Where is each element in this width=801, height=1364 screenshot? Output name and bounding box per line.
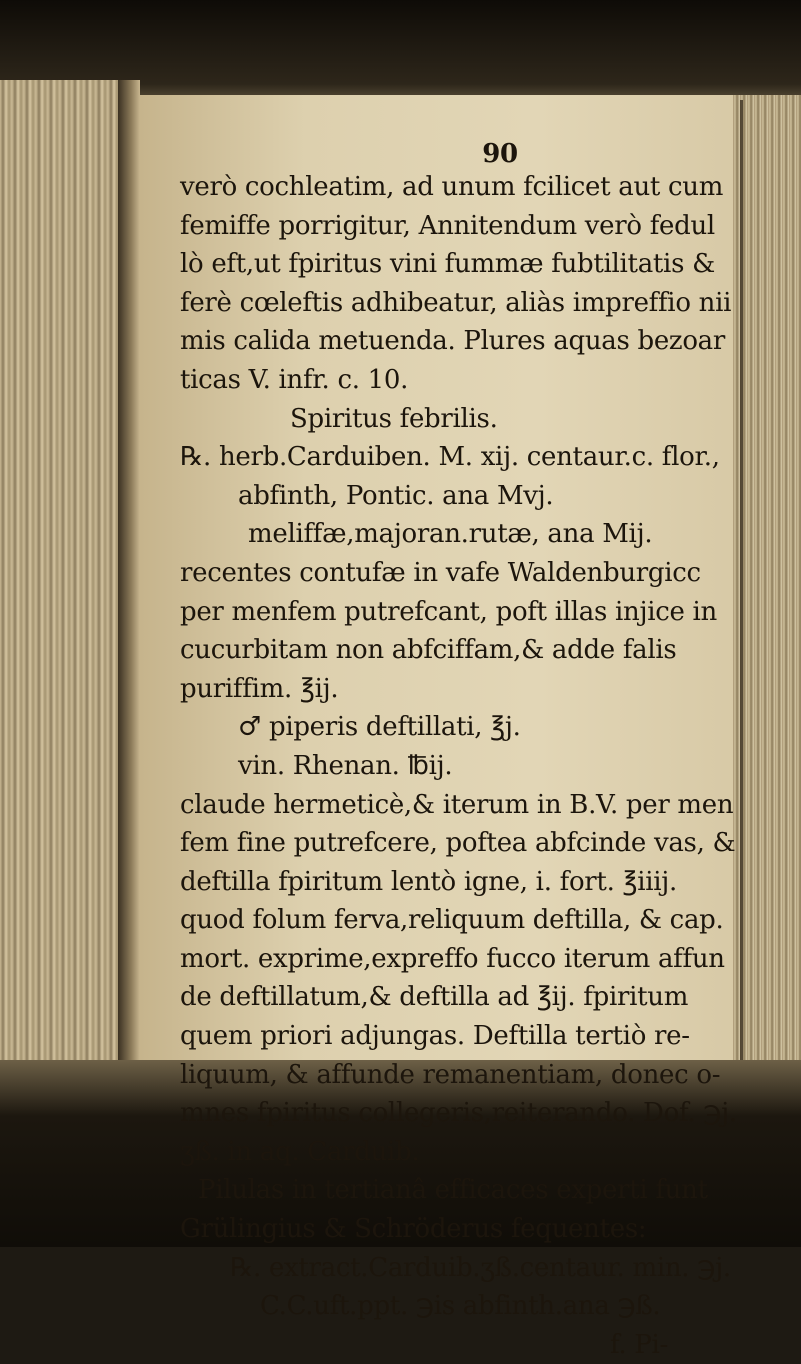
text-line: mnes fpiritus collegeris,reiterando. Dof. ℈j. (180, 1098, 737, 1129)
text-line: fem fine putrefcere, poftea abfcinde vas, & (180, 828, 736, 859)
text-line: ticas V. infr. c. 10. (180, 364, 409, 395)
recipe-line: abfinth, Pontic. ana Mvj. (238, 480, 554, 511)
text-line: ferè cœleftis adhibeatur, aliàs impreffio nii (180, 287, 732, 318)
text-line: lò eft,ut fpiritus vini fummæ fubtilitatis & (180, 249, 715, 280)
text-line: mis calida metuenda. Plures aquas bezoar (180, 326, 726, 357)
page-edge-line (740, 100, 743, 1060)
text-line: claude hermeticè,& iterum in B.V. per men (180, 789, 734, 820)
text-line: femiffe porrigitur, Annitendum verò fedul (180, 210, 715, 241)
left-page-edge (0, 80, 120, 1080)
text-line: per menfem putrefcant, poft illas injice in (180, 596, 717, 627)
book-gutter (118, 80, 140, 1080)
catchword: f. Pi- (610, 1329, 669, 1360)
page-number: 90 (482, 139, 518, 169)
recipe-line: ℞. extract.Carduib.ʒß.centaur. min. ℈j. (230, 1252, 731, 1283)
text-line: ʒß. in aq. Carduib. (180, 1136, 420, 1167)
text-line: puriffim. ℥ij. (180, 673, 339, 704)
text-line: Grülingius & Schröderus fequentes: (180, 1214, 647, 1245)
text-line: Pilulas in tertianâ efficaces experti funt (198, 1175, 708, 1206)
text-line: recentes contufæ in vafe Waldenburgicc (180, 557, 701, 588)
recipe-line: vin. Rhenan. ℔ij. (238, 750, 453, 781)
text-line: de deftillatum,& deftilla ad ℥ij. fpiritum (180, 982, 689, 1013)
recipe-line: ℞. herb.Carduiben. M. xij. centaur.c. flor., (180, 442, 720, 473)
text-line: liquum, & affunde remanentiam, donec o- (180, 1059, 721, 1090)
page-text (180, 140, 740, 1364)
text-line: quod folum ferva,reliquum deftilla, & cap. (180, 905, 724, 936)
text-line: cucurbitam non abfciffam,& adde falis (180, 635, 677, 666)
recipe-line: ♂ piperis deftillati, ℥j. (238, 712, 521, 743)
text-line: deftilla fpiritum lentò igne, i. fort. ℥iiij. (180, 866, 678, 897)
right-page-edge (733, 95, 801, 1075)
text-line: mort. exprime,expreffo fucco iterum affun (180, 943, 725, 974)
text-line: verò cochleatim, ad unum fcilicet aut cum (180, 172, 724, 202)
text-line: quem priori adjungas. Deftilla tertiò re- (180, 1021, 690, 1052)
recipe-line: C.C.uft.ppt. ℈is abfinth.ana ℈ß. (260, 1291, 661, 1322)
section-heading: Spiritus febrilis. (290, 403, 498, 434)
recipe-line: meliffæ,majoran.rutæ, ana Mij. (248, 519, 653, 550)
